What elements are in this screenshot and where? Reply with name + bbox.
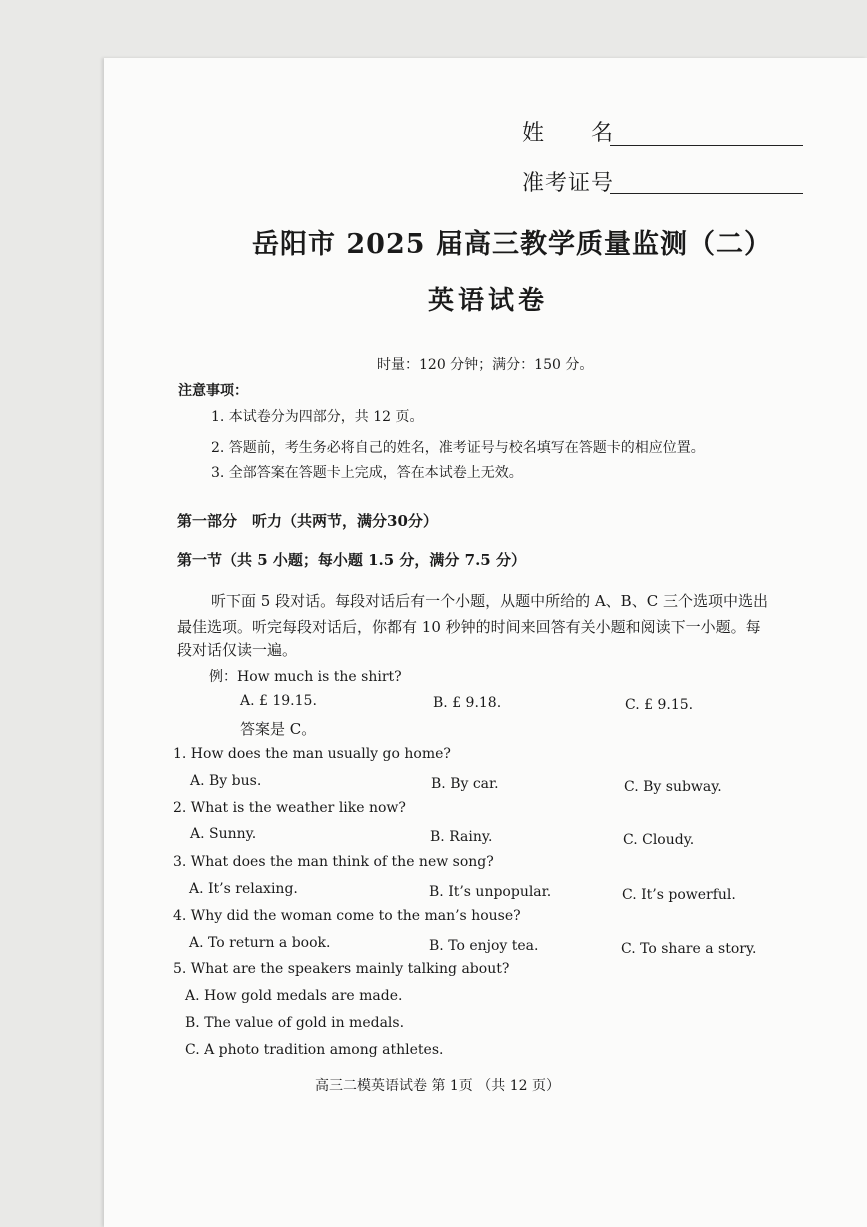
name-blank-line[interactable] <box>610 145 803 146</box>
question-3-option-b: B. It’s unpopular. <box>429 884 552 900</box>
notes-heading: 注意事项： <box>178 383 248 399</box>
exam-id-label: 准考证号 <box>522 171 615 196</box>
instruction-line: 听下面 5 段对话。每段对话后有一个小题，从题中所给的 A、B、C 三个选项中选出 <box>211 592 768 610</box>
question-1-option-a: A. By bus. <box>190 773 262 789</box>
section1-heading: 第一节（共 5 小题；每小题 1.5 分，满分 7.5 分） <box>177 551 526 569</box>
question-1-option-b: B. By car. <box>431 776 499 792</box>
question-3: 3. What does the man think of the new song? <box>173 854 494 870</box>
example-answer: 答案是 C。 <box>240 720 317 738</box>
instruction-line: 最佳选项。听完每段对话后，你都有 10 秒钟的时间来回答有关小题和阅读下一小题。每 <box>177 618 761 636</box>
question-5-option-c: C. A photo tradition among athletes. <box>185 1042 444 1058</box>
question-5-option-b: B. The value of gold in medals. <box>185 1015 405 1031</box>
exam-subtitle: 英语试卷 <box>428 286 549 316</box>
name-label: 姓 名 <box>522 121 615 146</box>
example-option-c: C. £ 9.15. <box>625 697 694 713</box>
question-4-option-b: B. To enjoy tea. <box>429 938 539 954</box>
page-footer: 高三二模英语试卷 第 1页 （共 12 页） <box>315 1078 560 1094</box>
question-3-option-a: A. It’s relaxing. <box>189 881 298 897</box>
question-2-option-b: B. Rainy. <box>430 829 493 845</box>
question-1-option-c: C. By subway. <box>624 779 722 795</box>
instruction-line: 段对话仅读一遍。 <box>177 641 298 659</box>
question-2-option-a: A. Sunny. <box>190 826 257 842</box>
question-4: 4. Why did the woman come to the man’s house? <box>173 908 521 924</box>
exam-id-blank-line[interactable] <box>610 193 803 194</box>
note-item: 1. 本试卷分为四部分，共 12 页。 <box>211 409 424 425</box>
example-option-a: A. £ 19.15. <box>240 693 317 709</box>
time-info: 时量：120 分钟；满分：150 分。 <box>377 357 594 373</box>
question-3-option-c: C. It’s powerful. <box>622 887 736 903</box>
question-5-option-a: A. How gold medals are made. <box>185 988 403 1004</box>
note-item: 2. 答题前，考生务必将自己的姓名，准考证号与校名填写在答题卡的相应位置。 <box>211 440 705 456</box>
note-item: 3. 全部答案在答题卡上完成，答在本试卷上无效。 <box>211 465 523 481</box>
question-5: 5. What are the speakers mainly talking about? <box>173 961 510 977</box>
question-4-option-c: C. To share a story. <box>621 941 757 957</box>
exam-title: 岳阳市 2025 届高三教学质量监测（二） <box>252 229 772 260</box>
example-option-b: B. £ 9.18. <box>433 695 502 711</box>
example-question: 例：How much is the shirt? <box>209 669 402 685</box>
question-2-option-c: C. Cloudy. <box>623 832 695 848</box>
question-1: 1. How does the man usually go home? <box>173 746 451 762</box>
question-2: 2. What is the weather like now? <box>173 800 406 816</box>
part1-heading: 第一部分 听力（共两节，满分30分） <box>177 512 438 530</box>
question-4-option-a: A. To return a book. <box>189 935 331 951</box>
